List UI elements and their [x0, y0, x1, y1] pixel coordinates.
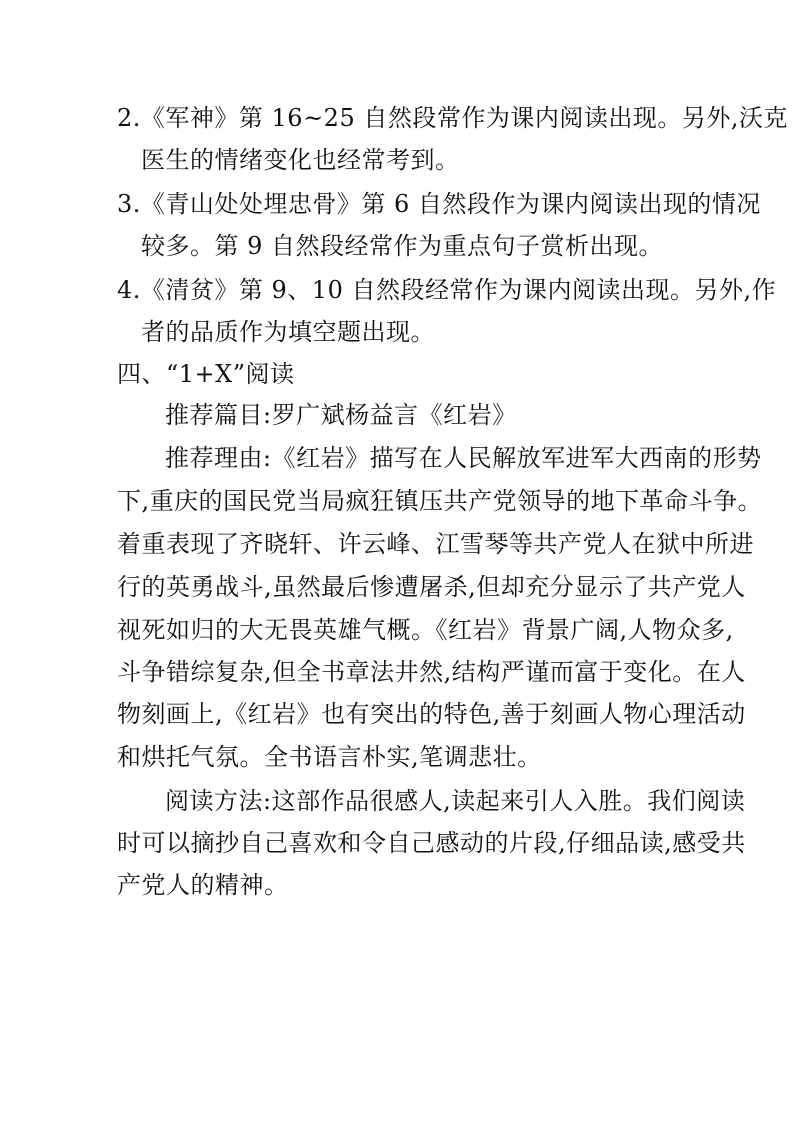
method-line-2: 时可以摘抄自己喜欢和令自己感动的片段,仔细品读,感受共 — [117, 829, 746, 857]
reason-line-3: 着重表现了齐晓轩、许云峰、江雪琴等共产党人在狱中所进 — [117, 530, 754, 558]
reason-line-8: 和烘托气氛。全书语言朴实,笔调悲壮。 — [117, 743, 542, 771]
reason-line-2: 下,重庆的国民党当局疯狂镇压共产党领导的地下革命斗争。 — [117, 487, 763, 515]
item-2-line-1: 2.《军神》第 16~25 自然段常作为课内阅读出现。另外,沃克 — [117, 104, 788, 132]
item-2-line-2: 医生的情绪变化也经常考到。 — [141, 146, 460, 174]
reason-line-6: 斗争错综复杂,但全书章法井然,结构严谨而富于变化。在人 — [117, 658, 746, 686]
recommended-title-line: 推荐篇目:罗广斌杨益言《红岩》 — [165, 401, 517, 429]
reason-line-1: 推荐理由:《红岩》描写在人民解放军进军大西南的形势 — [165, 444, 762, 472]
method-line-1: 阅读方法:这部作品很感人,读起来引人入胜。我们阅读 — [165, 787, 746, 815]
item-4-line-2: 者的品质作为填空题出现。 — [141, 318, 435, 346]
method-line-3: 产党人的精神。 — [117, 871, 289, 899]
item-3-line-2: 较多。第 9 自然段经常作为重点句子赏析出现。 — [141, 232, 664, 260]
item-3-line-1: 3.《青山处处埋忠骨》第 6 自然段作为课内阅读出现的情况 — [117, 190, 761, 218]
reason-line-4: 行的英勇战斗,虽然最后惨遭屠杀,但却充分显示了共产党人 — [117, 573, 746, 601]
reason-line-7: 物刻画上,《红岩》也有突出的特色,善于刻画人物心理活动 — [117, 700, 746, 728]
item-4-line-1: 4.《清贫》第 9、10 自然段经常作为课内阅读出现。另外,作 — [117, 276, 777, 304]
section-heading: 四、“1+X”阅读 — [117, 360, 295, 388]
reason-line-5: 视死如归的大无畏英雄气概。《红岩》背景广阔,人物众多, — [117, 616, 734, 644]
